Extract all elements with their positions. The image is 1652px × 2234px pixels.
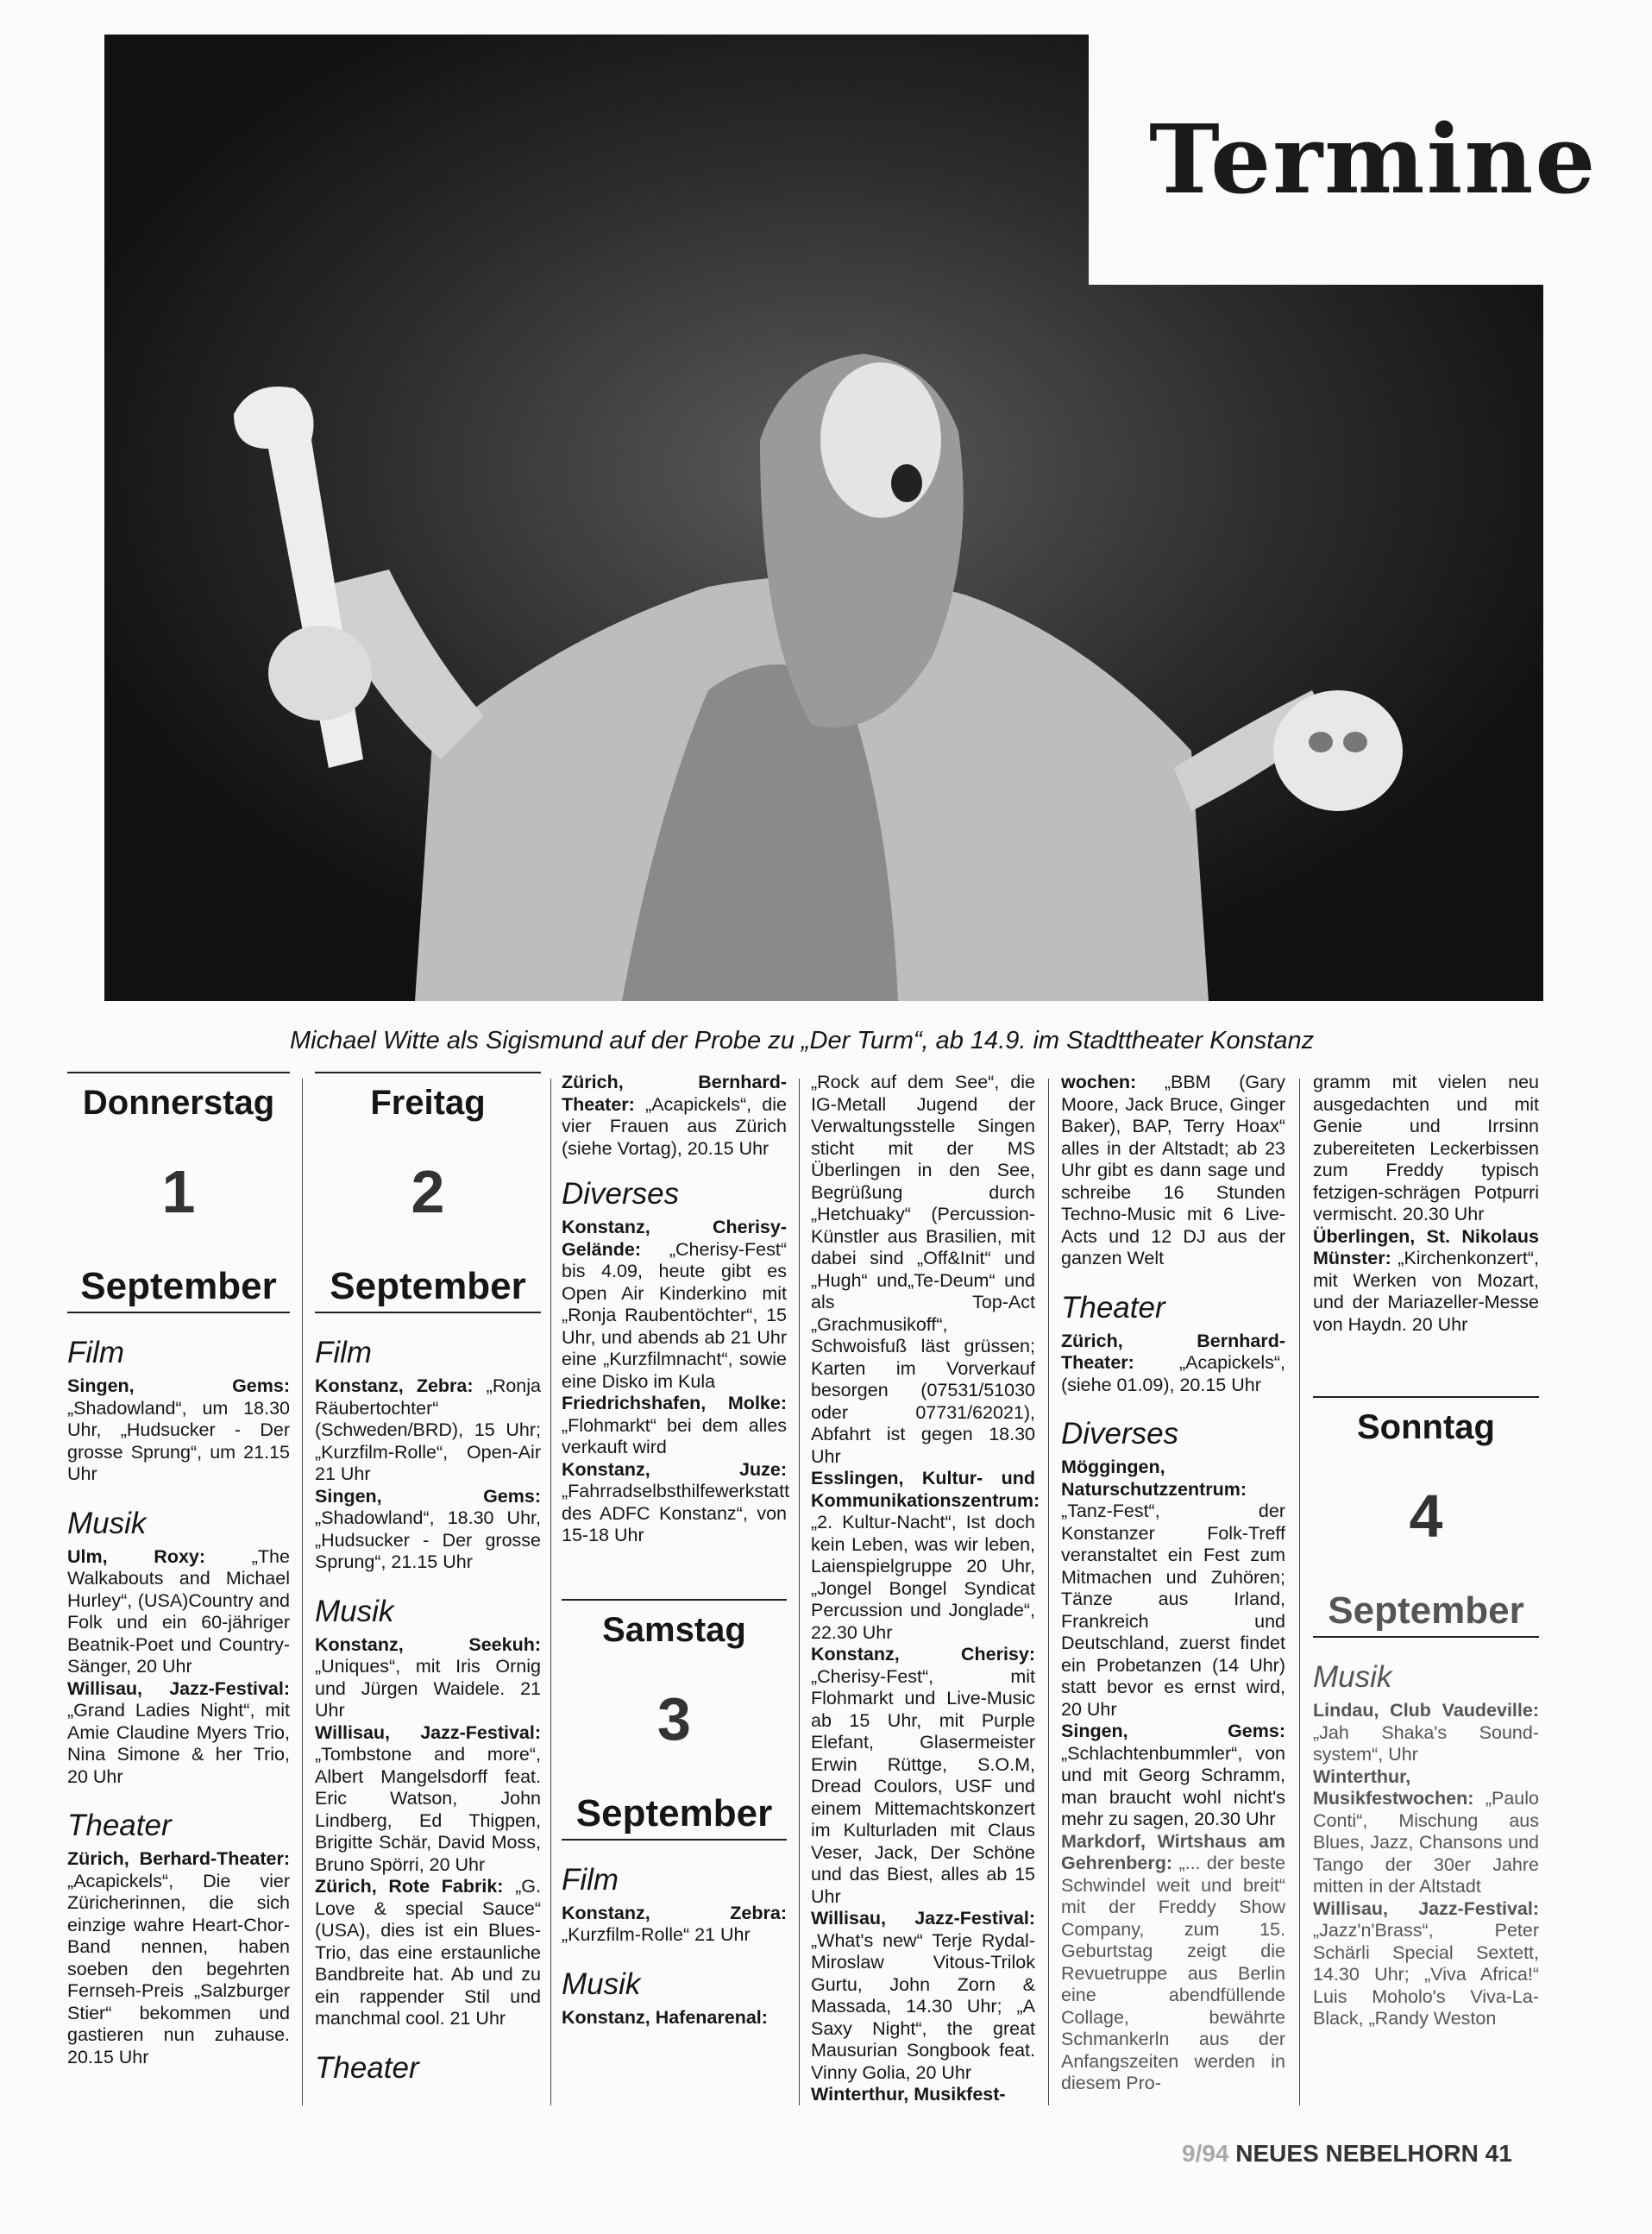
listing: wochen: „BBM (Gary Moore, Jack Bruce, Ginger Baker), BAP, Terry Hoax“ alles in der Altstadt; ab 23 Uhr gibt es dann sage und schreibe 16 Stunden Techno-Music mit 6 Live-Acts und 12 DJ aus der ganzen Welt — [1061, 1072, 1285, 1268]
listing: Willisau, Jazz-Festival: „Jazz'n'Brass“, Peter Schärli Special Sextett, 14.30 Uhr; „Viva Africa!“ Luis Moholo's Viva-La-Black, „Randy Weston — [1313, 1897, 1539, 2029]
listing: Konstanz, Juze: „Fahrradselbsthilfewerkstatt des ADFC Konstanz“, von 15-18 Uhr — [562, 1458, 790, 1545]
listing: Markdorf, Wirtshaus am Gehrenberg: „... der beste Schwindel weit und breit“ mit der Freddy Show Company, zum 15. Geburtstag zeigt die Revuetruppe aus Berlin eine abendfüllende Collage, bewährte Schmankerln aus der Anfangszeiten werden in diesem Pro- — [1061, 1830, 1285, 2093]
month-heading: September — [315, 1265, 541, 1313]
column-divider — [550, 1079, 551, 2105]
magazine-name: NEUES NEBELHORN — [1235, 2140, 1479, 2167]
month-heading: September — [562, 1792, 787, 1841]
issue-number: 9/94 — [1182, 2140, 1229, 2167]
weekday-heading: Freitag — [370, 1084, 486, 1122]
section-theater: Theater — [67, 1809, 172, 1842]
page-number: 41 — [1485, 2140, 1512, 2167]
listing: Winterthur, Musikfest- — [811, 2084, 1006, 2105]
column-4 — [811, 1072, 1040, 2106]
listing: Zürich, Bernhard-Theater: „Acapickels“, die vier Frauen aus Zürich (siehe Vortag), 20.15 Uhr — [562, 1072, 787, 1159]
listing: Winterthur, Musikfestwochen: „Paulo Conti“, Mischung aus Blues, Jazz, Chansons und Tango der 30er Jahre mitten in der Altstadt — [1313, 1765, 1539, 1897]
listing: Konstanz, Zebra: „Kurzfilm-Rolle“ 21 Uhr — [562, 1902, 787, 1945]
rule — [315, 1072, 541, 1073]
column-6 — [1313, 1072, 1539, 2030]
rule — [562, 1599, 787, 1601]
month-heading: September — [67, 1265, 290, 1313]
listing: Überlingen, St. Nikolaus Münster: „Kirchenkonzert“, mit Werken von Mozart, und der Mariazeller-Messe von Haydn. 20 Uhr — [1313, 1225, 1539, 1335]
listing: Singen, Gems: „Schlachtenbummler“, von und mit Georg Schramm, man braucht wohl nicht's mehr zu sagen, 20.30 Uhr — [1061, 1721, 1285, 1829]
listing: Ulm, Roxy: „The Walkabouts and Michael Hurley“, (USA)Country and Folk und ein 60-jähriger Beatnik-Poet und Country-Sänger, 20 Uhr — [67, 1545, 290, 1677]
weekday-heading: Donnerstag — [82, 1084, 275, 1122]
column-divider — [1048, 1079, 1049, 2105]
listing: Konstanz, Cherisy: „Cherisy-Fest“, mit Flohmarkt und Live-Music ab 15 Uhr, mit Purple Elefant, Glasermeister Erwin Rüttge, S.O.M, Dread Coulors, USF und einem Mittemachtskonzert im Kulturladen mit Claus Veser, Jack, Der Schöne und das Biest, alles ab 15 Uhr — [811, 1644, 1035, 1907]
column-2 — [315, 1072, 541, 2091]
page-title: Termine — [1149, 104, 1598, 215]
column-divider — [799, 1079, 800, 2105]
title-box — [1089, 35, 1598, 285]
section-musik: Musik — [562, 1967, 641, 2001]
listing: Lindau, Club Vaudeville: „Jah Shaka's Sound-system“, Uhr — [1313, 1700, 1539, 1765]
section-musik: Musik — [315, 1594, 394, 1628]
month-heading: September — [1313, 1589, 1539, 1638]
section-musik: Musik — [67, 1506, 147, 1540]
listing: gramm mit vielen neu ausgedachten und mit Genie und Irrsinn zubereiteten Leckerbissen zum Freddy typisch fetzigen-schrägen Potpurri vermischt. 20.30 Uhr — [1313, 1072, 1539, 1224]
listing: Singen, Gems: „Shadowland“, 18.30 Uhr, „Hudsucker - Der grosse Sprung“, 21.15 Uhr — [315, 1485, 541, 1572]
listing: Willisau, Jazz-Festival: „Grand Ladies Night“, mit Amie Claudine Myers Trio, Nina Simone & her Trio, 20 Uhr — [67, 1677, 290, 1787]
section-theater: Theater — [1061, 1290, 1165, 1325]
section-diverses: Diverses — [562, 1177, 680, 1211]
day-number: 1 — [161, 1158, 196, 1225]
listing: Friedrichshafen, Molke: „Flohmarkt“ bei dem alles verkauft wird — [562, 1393, 787, 1457]
listing: Willisau, Jazz-Festival: „What's new“ Terje Rydal-Miroslaw Vitous-Trilok Gurtu, John Zorn & Massada, 14.30 Uhr; „A Saxy Night“, the great Mausurian Songbook feat. Vinny Golia, 20 Uhr — [811, 1908, 1035, 2083]
listing: Zürich, Berhard-Theater: „Acapickels“, Die vier Züricherinnen, die sich einzige wahre Heart-Chor-Band nennen, haben soeben den begehrten Fernseh-Preis „Salzburger Stier“ bekommen und gastieren nun zuhause. 20.15 Uhr — [67, 1848, 290, 2067]
weekday-heading: Sonntag — [1357, 1408, 1495, 1446]
day-number: 2 — [411, 1158, 445, 1225]
day-number: 3 — [657, 1684, 691, 1753]
section-film: Film — [67, 1336, 125, 1369]
listing: Willisau, Jazz-Festival: „Tombstone and more“, Albert Mangelsdorff feat. Eric Watson, John Lindberg, Ed Thigpen, Brigitte Schär, David Moss, Bruno Spörri, 20 Uhr — [315, 1721, 541, 1875]
listing: „Rock auf dem See“, die IG-Metall Jugend der Verwaltungsstelle Singen sticht mit der MS Überlingen in den See, Begrüßung durch „Hetchuaky“ (Percussion-Künstler aus Brasilien, mit dabei sind „Off&Init“ und „Hugh“ und„Te-Deum“ und als Top-Act „Grachmusikoff“, Schwoisfuß läst grüssen; Karten im Vorverkauf besorgen (07531/51030 oder 07731/62021), Abfahrt ist gegen 18.30 Uhr — [811, 1072, 1035, 1467]
column-divider — [1299, 1079, 1300, 2105]
rule — [67, 1072, 290, 1073]
listing: Konstanz, Hafenarenal: — [562, 2006, 768, 2028]
column-5 — [1061, 1072, 1285, 2095]
listing: Konstanz, Zebra: „Ronja Räubertochter“ (Schweden/BRD), 15 Uhr; „Kurzfilm-Rolle“, Open-Air 21 Uhr — [315, 1375, 541, 1484]
listing: Singen, Gems: „Shadowland“, um 18.30 Uhr, „Hudsucker - Der grosse Sprung“, um 21.15 Uhr — [67, 1375, 290, 1484]
column-divider — [302, 1079, 303, 2105]
section-film: Film — [562, 1862, 619, 1897]
listing: Zürich, Bernhard-Theater: „Acapickels“,(siehe 01.09), 20.15 Uhr — [1061, 1330, 1285, 1395]
photo-caption: Michael Witte als Sigismund auf der Probe zu „Der Turm“, ab 14.9. im Stadttheater Konstanz — [290, 1027, 1315, 1054]
listing: Konstanz, Seekuh: „Uniques“, mit Iris Ornig und Jürgen Waidele. 21 Uhr — [315, 1633, 541, 1721]
listing: Esslingen, Kultur- und Kommunikationszentrum: „2. Kultur-Nacht“, Ist doch kein Leben, was wir leben, Laienspielgruppe 20 Uhr, „Jongel Bongel Syndicat Percussion und Jonglade“, 22.30 Uhr — [811, 1468, 1040, 1643]
section-theater: Theater — [315, 2050, 419, 2085]
listing: Konstanz, Cherisy-Gelände: „Cherisy-Fest“ bis 4.09, heute gibt es Open Air Kinderkino mit „Ronja Raubentöchter“, 15 Uhr, und abends ab 21 Uhr eine „Kurzfilmnacht“, sowie eine Disko im Kula — [562, 1217, 787, 1392]
page-footer — [1182, 2140, 1512, 2168]
section-musik: Musik — [1313, 1660, 1392, 1694]
section-diverses: Diverses — [1061, 1417, 1179, 1451]
listing: Möggingen, Naturschutzzentrum: „Tanz-Fest“, der Konstanzer Folk-Treff veranstaltet ein Fest zum Mitmachen und Zuhören; Tänze aus Irland, Frankreich und Deutschland, zuerst findet ein Probetanzen (14 Uhr) statt bevor es ernst wird, 20 Uhr — [1061, 1457, 1285, 1720]
listing: Zürich, Rote Fabrik: „G. Love & special Sauce“ (USA), dies ist ein Blues-Trio, das eine erstaunliche Bandbreite hat. Ab und zu ein rappender Stil und manchmal cool. 21 Uhr — [315, 1876, 541, 2029]
rule — [1313, 1396, 1539, 1398]
column-1 — [67, 1072, 290, 2068]
column-3 — [562, 1072, 790, 2029]
day-number: 4 — [1409, 1482, 1443, 1550]
section-film: Film — [315, 1336, 373, 1369]
weekday-heading: Samstag — [602, 1610, 746, 1649]
